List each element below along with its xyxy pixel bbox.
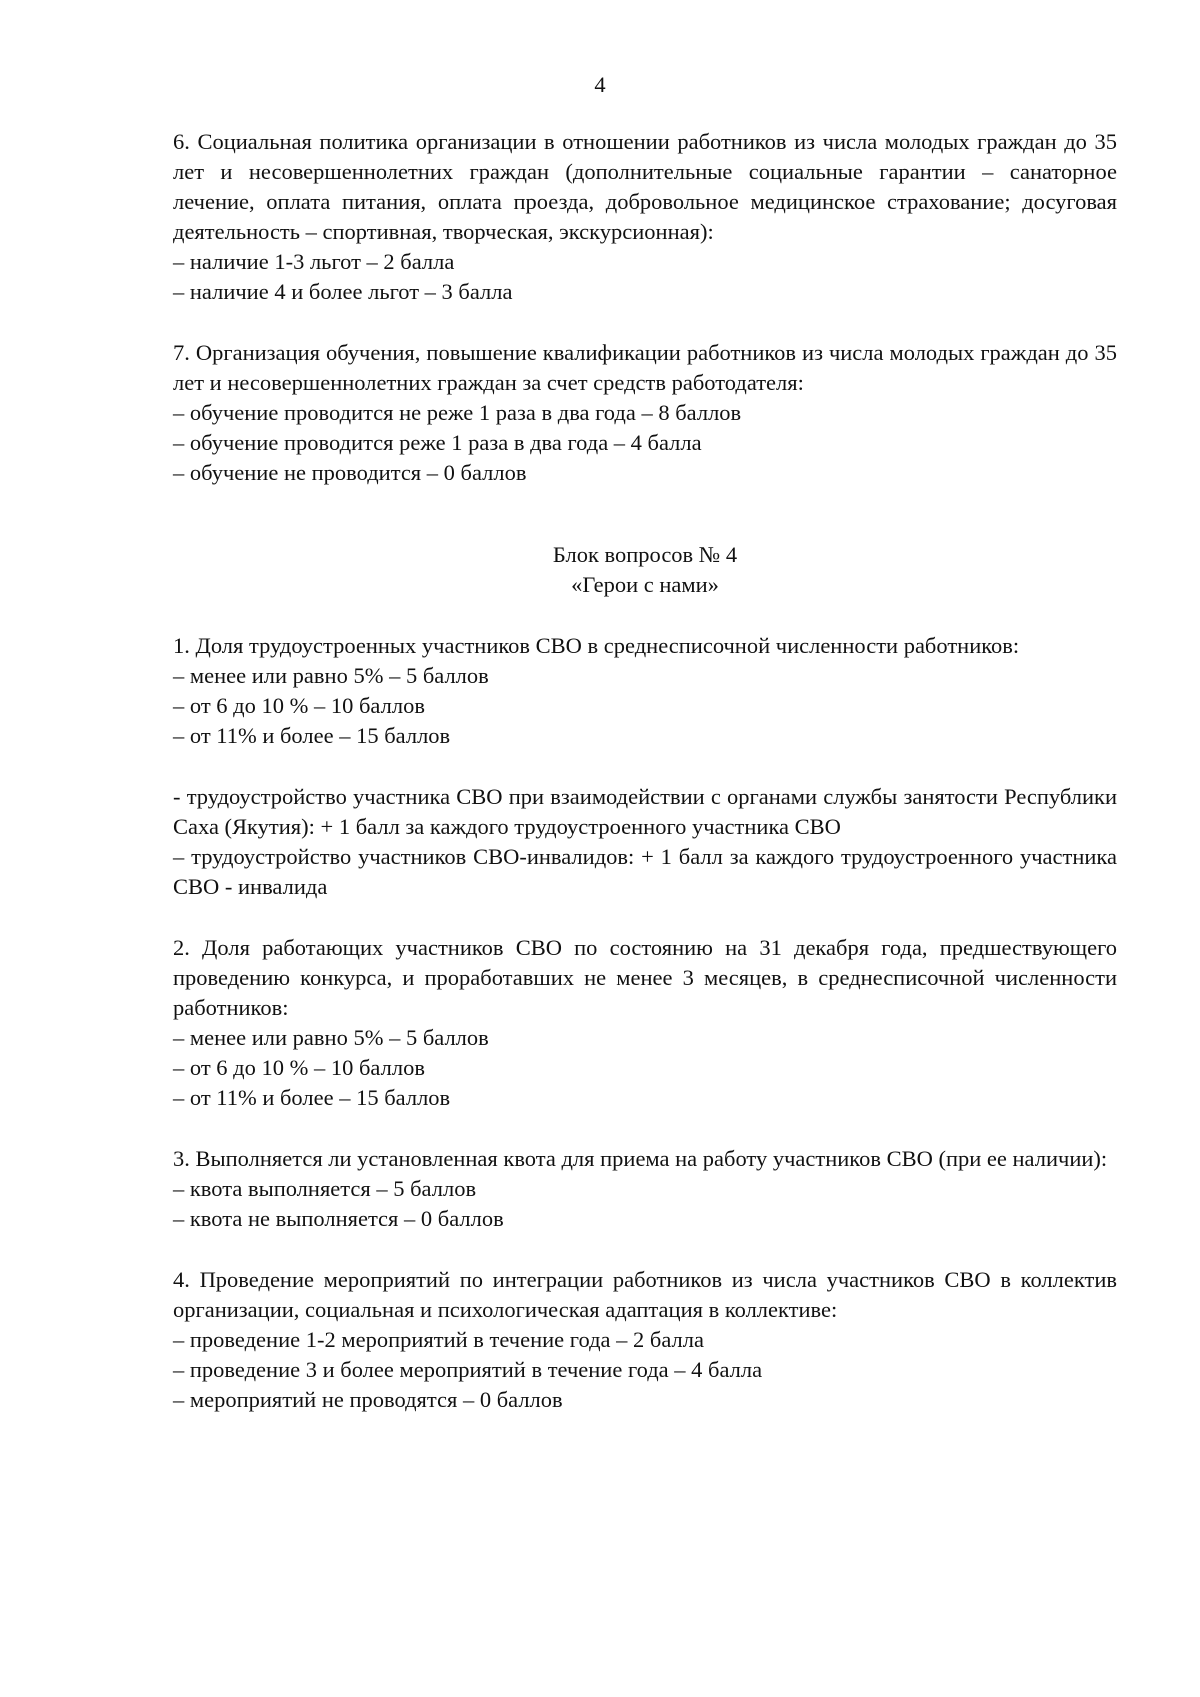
block4-criterion-1 xyxy=(173,631,1117,751)
page-number: 4 xyxy=(594,72,606,97)
score-item: – проведение 1-2 мероприятий в течение года – 2 балла xyxy=(173,1327,704,1352)
criterion-text: 4. Проведение мероприятий по интеграции работников из числа участников СВО в коллектив организации, социальная и психологическая адаптация в коллективе: xyxy=(173,1267,1117,1322)
score-item: – квота выполняется – 5 баллов xyxy=(173,1176,477,1201)
block4-criterion-3 xyxy=(173,1144,1117,1234)
score-item: – проведение 3 и более мероприятий в течение года – 4 балла xyxy=(173,1357,763,1382)
block4-criterion-4 xyxy=(173,1265,1117,1415)
score-item: – обучение проводится не реже 1 раза в два года – 8 баллов xyxy=(173,400,742,425)
score-item: – квота не выполняется – 0 баллов xyxy=(173,1206,504,1231)
criterion-6 xyxy=(173,127,1117,307)
criterion-text: 6. Социальная политика организации в отношении работников из числа молодых граждан до 35 лет и несовершеннолетних граждан (дополнительные социальные гарантии – санаторное лечение, оплата питания, оплата проезда, добровольное медицинское страхование; досуговая деятельность – спортивная, творческая, экскурсионная): xyxy=(173,129,1117,244)
criterion-text: 1. Доля трудоустроенных участников СВО в среднесписочной численности работников: xyxy=(173,633,1020,658)
block4-criterion-2 xyxy=(173,933,1117,1113)
block-heading xyxy=(173,540,1117,600)
criterion-text: 2. Доля работающих участников СВО по состоянию на 31 декабря года, предшествующего проведению конкурса, и проработавших не менее 3 месяцев, в среднесписочной численности работников: xyxy=(173,935,1117,1020)
block4-bonus-criteria xyxy=(173,782,1117,902)
score-item: – наличие 4 и более льгот – 3 балла xyxy=(173,279,513,304)
score-item: – от 11% и более – 15 баллов xyxy=(173,1085,451,1110)
document-body xyxy=(173,127,1117,1446)
block-title: Блок вопросов № 4 xyxy=(552,542,738,567)
criterion-text: - трудоустройство участника СВО при взаимодействии с органами службы занятости Республики Саха (Якутия): + 1 балл за каждого трудоустроенного участника СВО xyxy=(173,784,1117,839)
score-item: – мероприятий не проводятся – 0 баллов xyxy=(173,1387,563,1412)
block-subtitle: «Герои с нами» xyxy=(571,572,719,597)
score-item: – от 11% и более – 15 баллов xyxy=(173,723,451,748)
score-item: – от 6 до 10 % – 10 баллов xyxy=(173,693,425,718)
criterion-text: – трудоустройство участников СВО-инвалидов: + 1 балл за каждого трудоустроенного участника СВО - инвалида xyxy=(173,844,1117,899)
score-item: – менее или равно 5% – 5 баллов xyxy=(173,663,489,688)
criterion-text: 3. Выполняется ли установленная квота для приема на работу участников СВО (при ее наличии): xyxy=(173,1146,1108,1171)
score-item: – обучение проводится реже 1 раза в два года – 4 балла xyxy=(173,430,702,455)
score-item: – наличие 1-3 льгот – 2 балла xyxy=(173,249,455,274)
score-item: – менее или равно 5% – 5 баллов xyxy=(173,1025,489,1050)
score-item: – от 6 до 10 % – 10 баллов xyxy=(173,1055,425,1080)
criterion-7 xyxy=(173,338,1117,488)
criterion-text: 7. Организация обучения, повышение квалификации работников из числа молодых граждан до 35 лет и несовершеннолетних граждан за счет средств работодателя: xyxy=(173,340,1117,395)
score-item: – обучение не проводится – 0 баллов xyxy=(173,460,527,485)
